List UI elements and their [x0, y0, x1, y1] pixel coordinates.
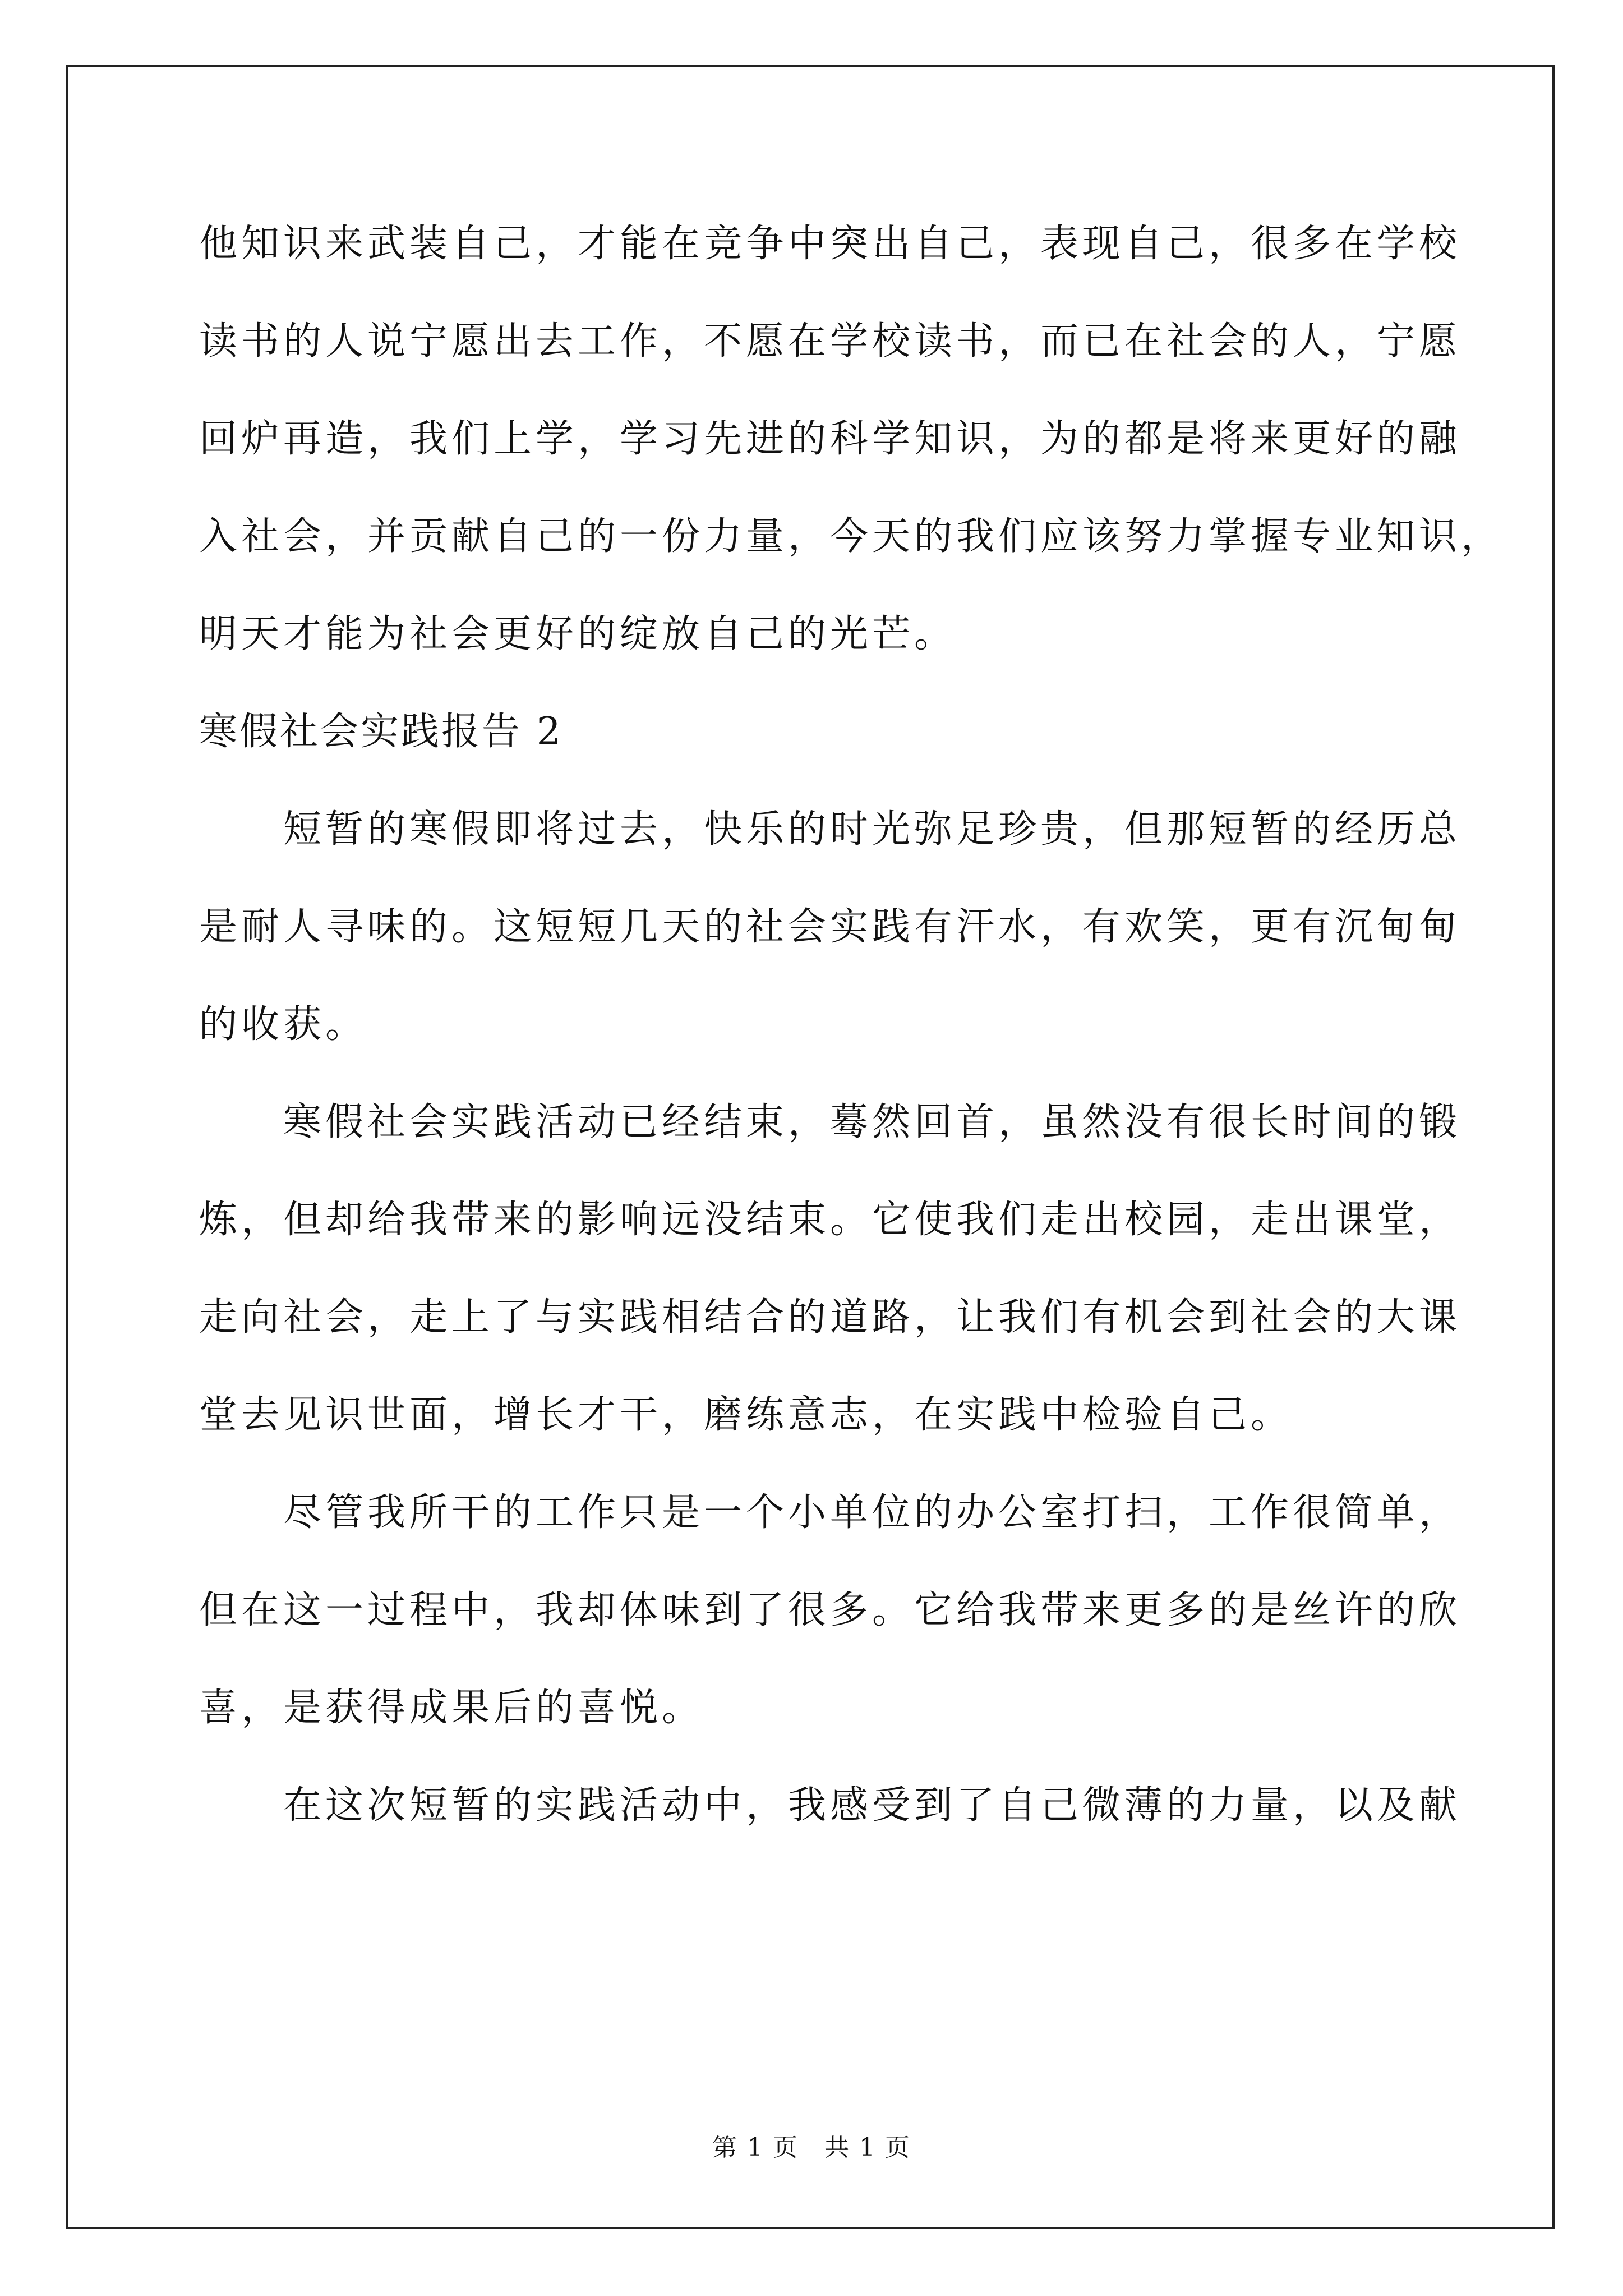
- body-line: 喜，是获得成果后的喜悦。: [199, 1686, 704, 1730]
- paragraph-first-line: 寒假社会实践活动已经结束，蓦然回首，虽然没有很长时间的锻: [283, 1100, 1461, 1144]
- body-line: 他知识来武装自己，才能在竞争中突出自己，表现自己，很多在学校: [199, 222, 1461, 266]
- body-line: 入社会，并贡献自己的一份力量，今天的我们应该努力掌握专业知识，: [199, 514, 1504, 559]
- body-line: 堂去见识世面，增长才干，磨练意志，在实践中检验自己。: [199, 1393, 1293, 1437]
- body-line: 走向社会，走上了与实践相结合的道路，让我们有机会到社会的大课: [199, 1295, 1461, 1340]
- body-line: 但在这一过程中，我却体味到了很多。它给我带来更多的是丝许的欣: [199, 1588, 1461, 1632]
- paragraph-first-line: 尽管我所干的工作只是一个小单位的办公室打扫，工作很简单，: [283, 1490, 1461, 1535]
- body-line: 回炉再造，我们上学，学习先进的科学知识，为的都是将来更好的融: [199, 417, 1461, 461]
- body-line: 的收获。: [199, 1002, 368, 1047]
- body-line: 明天才能为社会更好的绽放自己的光芒。: [199, 612, 957, 656]
- body-line: 炼，但却给我带来的影响远没结束。它使我们走出校园，走出课堂，: [199, 1198, 1461, 1242]
- body-line: 读书的人说宁愿出去工作，不愿在学校读书，而已在社会的人，宁愿: [199, 319, 1461, 364]
- section-heading: 寒假社会实践报告 2: [199, 710, 563, 754]
- body-line: 是耐人寻味的。这短短几天的社会实践有汗水，有欢笑，更有沉甸甸: [199, 905, 1461, 949]
- page-number-footer: 第 1 页 共 1 页: [712, 2133, 911, 2162]
- document-body: [199, 216, 1504, 1875]
- paragraph-first-line: 在这次短暂的实践活动中，我感受到了自己微薄的力量，以及献: [283, 1783, 1461, 1828]
- paragraph-first-line: 短暂的寒假即将过去，快乐的时光弥足珍贵，但那短暂的经历总: [283, 807, 1461, 852]
